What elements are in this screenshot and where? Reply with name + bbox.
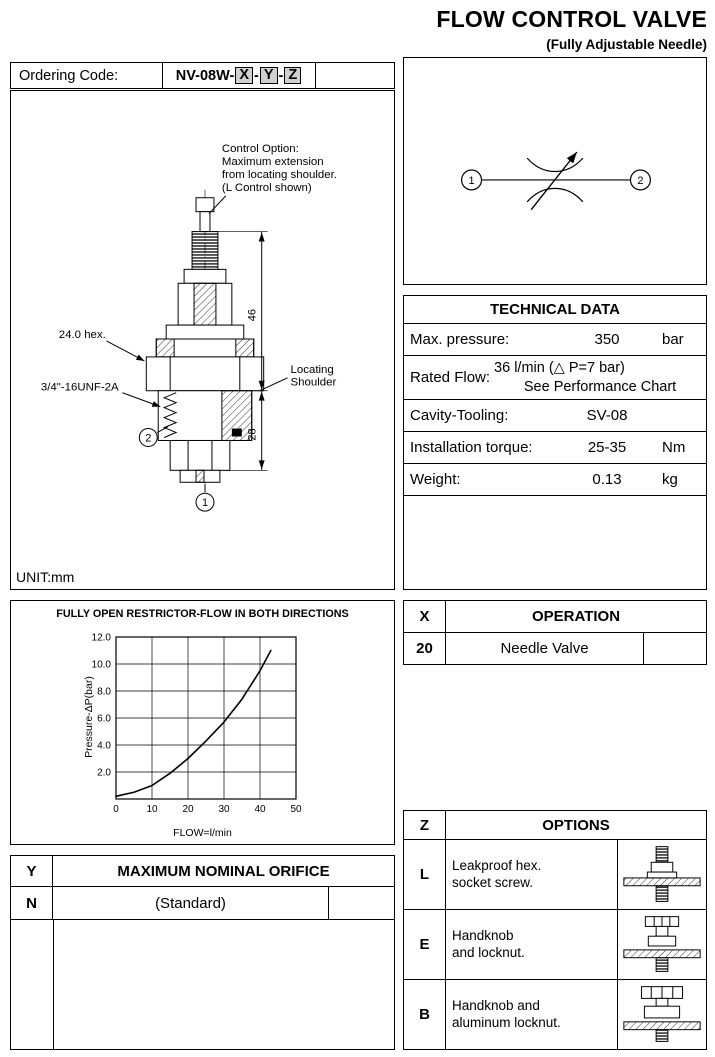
ordering-code-label: Ordering Code: [11, 63, 163, 88]
row-value: 350 [594, 331, 620, 348]
performance-chart [11, 601, 394, 844]
table-row [404, 356, 706, 400]
option-L-drawing-cell [617, 840, 706, 909]
chart-x-axis-label: FLOW=l/min [173, 827, 232, 839]
row-value: 25-35 [587, 439, 627, 456]
options-key: Z [404, 811, 446, 839]
ordering-code-prefix: NV-08W- [175, 67, 235, 84]
valve-cross-section-drawing [11, 91, 394, 589]
control-option-note-line3: from locating shoulder. [221, 168, 337, 181]
table-row [404, 840, 706, 910]
ordering-sep-1: - [253, 67, 259, 84]
hydraulic-symbol-box [403, 57, 707, 285]
option-line: and locknut. [452, 944, 525, 960]
symbol-port-1: 1 [468, 174, 475, 187]
dimension-46-label: 46 [246, 309, 259, 322]
option-line: Handknob and [452, 997, 540, 1013]
operation-key: X [404, 601, 446, 632]
ordering-var-x: X [235, 67, 253, 84]
svg-text:50: 50 [290, 804, 302, 815]
options-title: OPTIONS [542, 816, 610, 834]
thread-spec-label: 3/4"-16UNF-2A [40, 381, 119, 394]
table-row [404, 464, 706, 496]
table-row [404, 324, 706, 356]
page-title: FLOW CONTROL VALVE [436, 6, 707, 32]
restrictor-arc-top-icon [527, 158, 583, 171]
orifice-empty-rows [11, 920, 394, 1049]
row-label: Max. pressure: [410, 331, 510, 348]
orifice-value: (Standard) [155, 894, 226, 912]
row-unit: kg [662, 471, 678, 488]
operation-title: OPERATION [531, 608, 621, 625]
option-line: aluminum locknut. [452, 1014, 561, 1030]
option-description [446, 980, 617, 1049]
row-label: Weight: [410, 471, 461, 488]
option-description [446, 910, 617, 979]
svg-text:10.0: 10.0 [91, 659, 111, 671]
svg-text:4.0: 4.0 [97, 740, 111, 752]
option-description [446, 840, 617, 909]
port-1-marker: 1 [201, 497, 209, 510]
orifice-key-column [11, 920, 54, 1049]
operation-value: Needle Valve [500, 640, 589, 657]
ordering-code-value [163, 63, 316, 88]
restrictor-arc-bottom-icon [527, 188, 583, 201]
adjustability-arrow-icon [531, 152, 577, 210]
options-table [403, 810, 707, 1050]
row-value-note: See Performance Chart [523, 378, 677, 395]
row-value: SV-08 [586, 407, 628, 424]
svg-text:2.0: 2.0 [97, 767, 111, 779]
performance-chart-box [10, 600, 395, 845]
control-option-note-line4: (L Control shown) [221, 181, 312, 194]
row-label: Cavity-Tooling: [410, 407, 509, 424]
valve-body-geometry [146, 190, 263, 488]
table-row [11, 887, 394, 920]
svg-text:20: 20 [182, 804, 194, 815]
ordering-var-y: Y [260, 67, 278, 84]
valve-drawing-box [10, 90, 395, 590]
unit-note: UNIT:mm [16, 569, 75, 585]
chart-title: FULLY OPEN RESTRICTOR-FLOW IN BOTH DIRECTIONS [56, 608, 349, 620]
handknob-locknut-icon [618, 914, 706, 976]
needle-valve-symbol [404, 58, 706, 284]
control-option-note-line2: Maximum extension [221, 155, 324, 168]
svg-text:6.0: 6.0 [97, 713, 111, 725]
option-E-drawing-cell [617, 910, 706, 979]
ordering-var-z: Z [284, 67, 301, 84]
symbol-port-2: 2 [637, 174, 644, 187]
symbol-geometry [462, 152, 651, 210]
orifice-key: Y [11, 856, 53, 886]
option-code-E: E [404, 910, 446, 979]
svg-text:10: 10 [146, 804, 158, 815]
option-line: Handknob [452, 927, 514, 943]
orifice-header-row [11, 856, 394, 887]
options-header-row [404, 811, 706, 840]
option-B-drawing-cell [617, 980, 706, 1049]
table-row [404, 432, 706, 464]
chart-y-axis-label: Pressure-ΔP(bar) [83, 676, 95, 758]
ordering-empty-cell [316, 63, 394, 88]
port-2-marker: 2 [145, 432, 152, 445]
operation-table [403, 600, 707, 665]
option-line: socket screw. [452, 874, 534, 890]
table-row [404, 633, 706, 664]
svg-text:8.0: 8.0 [97, 686, 111, 698]
row-unit: Nm [662, 439, 686, 456]
svg-text:30: 30 [218, 804, 230, 815]
handknob-aluminum-locknut-icon [618, 984, 706, 1046]
control-option-note-line1: Control Option: [221, 142, 299, 155]
table-row [404, 400, 706, 432]
orifice-empty-cell [328, 887, 394, 919]
operation-code: 20 [404, 633, 446, 664]
table-row [404, 910, 706, 980]
locating-shoulder-label-line2: Shoulder [290, 376, 337, 389]
ordering-code-box [10, 62, 395, 89]
rated-flow-value [490, 359, 706, 395]
hex-size-label: 24.0 hex. [58, 329, 106, 342]
row-label: Rated Flow: [410, 369, 491, 386]
dimension-28-label: 28 [246, 428, 259, 441]
orifice-title: MAXIMUM NOMINAL ORIFICE [117, 862, 330, 880]
orifice-table [10, 855, 395, 1050]
svg-text:40: 40 [254, 804, 266, 815]
technical-data-table [403, 295, 707, 590]
option-code-B: B [404, 980, 446, 1049]
row-value: 0.13 [592, 471, 622, 488]
row-value: 36 l/min (△ P=7 bar) [494, 360, 625, 377]
option-code-L: L [404, 840, 446, 909]
page-subtitle: (Fully Adjustable Needle) [546, 37, 707, 52]
operation-empty-cell [643, 633, 706, 664]
operation-header-row [404, 601, 706, 633]
svg-text:12.0: 12.0 [91, 632, 111, 644]
table-row [404, 980, 706, 1049]
orifice-code: N [11, 887, 53, 919]
ordering-sep-2: - [278, 67, 284, 84]
locating-shoulder-label-line1: Locating [290, 363, 334, 376]
svg-text:0: 0 [113, 804, 119, 815]
option-line: Leakproof hex. [452, 857, 542, 873]
row-label: Installation torque: [410, 439, 533, 456]
row-unit: bar [662, 331, 684, 348]
technical-data-title: TECHNICAL DATA [404, 296, 706, 324]
hex-socket-screw-icon [618, 844, 706, 906]
